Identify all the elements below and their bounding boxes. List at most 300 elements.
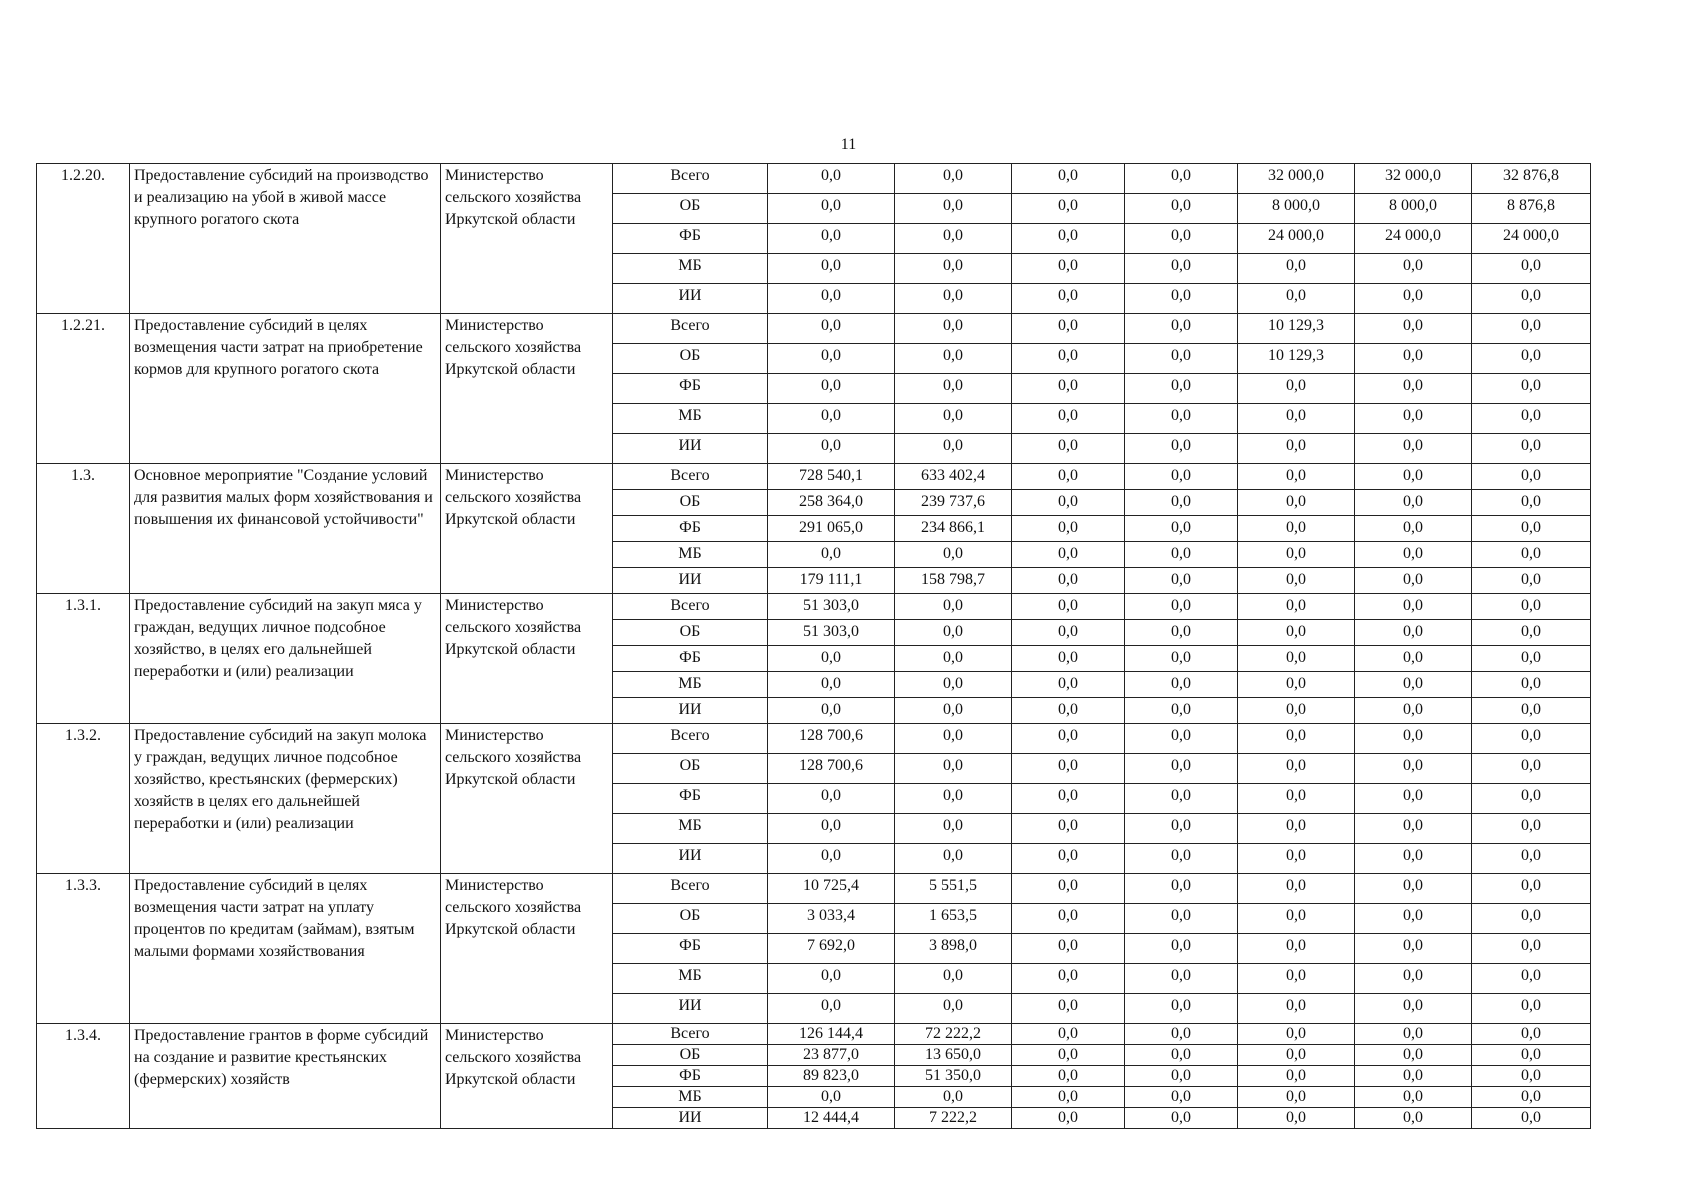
funding-source: ОБ [613,344,768,374]
program-funding-table [36,163,1591,1129]
funding-value: 0,0 [1355,874,1472,904]
funding-value: 0,0 [1472,964,1591,994]
funding-value: 0,0 [1238,594,1355,620]
funding-value: 0,0 [1472,490,1591,516]
funding-value: 0,0 [895,814,1012,844]
funding-value: 0,0 [1238,620,1355,646]
funding-value: 0,0 [1125,754,1238,784]
funding-value: 0,0 [895,434,1012,464]
funding-value: 0,0 [1355,434,1472,464]
item-number: 1.2.21. [37,314,130,464]
funding-value: 0,0 [1355,1087,1472,1108]
funding-value: 0,0 [1238,964,1355,994]
funding-value: 24 000,0 [1238,224,1355,254]
funding-value: 0,0 [1472,314,1591,344]
funding-value: 0,0 [1012,490,1125,516]
funding-value: 0,0 [1125,814,1238,844]
funding-value: 0,0 [1472,1045,1591,1066]
funding-value: 0,0 [1012,542,1125,568]
table-row [37,1024,1591,1045]
item-description: Предоставление субсидий на закуп молока у граждан, ведущих личное подсобное хозяйство, крестьянских (фермерских) хозяйств в целях его дальнейшей переработки и (или) реализации [130,724,441,874]
funding-source: ИИ [613,284,768,314]
funding-value: 0,0 [1355,620,1472,646]
funding-value: 0,0 [1355,284,1472,314]
funding-value: 0,0 [895,594,1012,620]
funding-value: 0,0 [1238,646,1355,672]
funding-value: 0,0 [1012,374,1125,404]
funding-source: ОБ [613,490,768,516]
funding-value: 0,0 [1472,568,1591,594]
funding-value: 0,0 [895,672,1012,698]
funding-value: 0,0 [1472,874,1591,904]
funding-value: 0,0 [1012,698,1125,724]
funding-value: 0,0 [1238,784,1355,814]
funding-value: 0,0 [1238,814,1355,844]
funding-value: 0,0 [1355,904,1472,934]
funding-value: 0,0 [1472,1087,1591,1108]
funding-value: 0,0 [1355,672,1472,698]
funding-source: ФБ [613,934,768,964]
funding-value: 0,0 [1238,994,1355,1024]
funding-value: 0,0 [1238,844,1355,874]
funding-value: 0,0 [1355,568,1472,594]
funding-value: 13 650,0 [895,1045,1012,1066]
item-description: Предоставление субсидий на производство и реализацию на убой в живой массе крупного рогатого скота [130,164,441,314]
funding-value: 0,0 [1238,1087,1355,1108]
funding-value: 0,0 [1125,516,1238,542]
funding-value: 0,0 [1355,844,1472,874]
funding-value: 23 877,0 [768,1045,895,1066]
funding-value: 0,0 [1355,374,1472,404]
funding-value: 0,0 [768,164,895,194]
funding-value: 0,0 [1238,568,1355,594]
funding-value: 0,0 [1355,542,1472,568]
funding-value: 0,0 [1012,164,1125,194]
funding-value: 0,0 [1012,814,1125,844]
funding-source: ИИ [613,698,768,724]
funding-source: ИИ [613,844,768,874]
funding-value: 0,0 [895,754,1012,784]
funding-value: 0,0 [1355,344,1472,374]
funding-value: 0,0 [1238,516,1355,542]
funding-source: ОБ [613,1045,768,1066]
funding-value: 0,0 [895,844,1012,874]
funding-value: 3 898,0 [895,934,1012,964]
funding-value: 0,0 [1238,698,1355,724]
funding-value: 0,0 [1238,464,1355,490]
funding-value: 8 000,0 [1355,194,1472,224]
funding-value: 0,0 [768,994,895,1024]
item-executor: Министерство сельского хозяйства Иркутской области [441,464,613,594]
item-number: 1.3.1. [37,594,130,724]
funding-source: МБ [613,404,768,434]
funding-value: 0,0 [1125,344,1238,374]
funding-value: 0,0 [895,646,1012,672]
funding-value: 0,0 [1238,490,1355,516]
funding-value: 0,0 [1472,374,1591,404]
funding-value: 0,0 [1125,594,1238,620]
funding-value: 0,0 [1238,542,1355,568]
funding-source: ИИ [613,994,768,1024]
funding-value: 0,0 [1125,224,1238,254]
funding-value: 0,0 [1472,1108,1591,1129]
table-row [37,164,1591,194]
funding-value: 0,0 [768,672,895,698]
funding-source: Всего [613,594,768,620]
funding-value: 0,0 [768,1087,895,1108]
funding-value: 10 129,3 [1238,344,1355,374]
funding-value: 0,0 [1472,754,1591,784]
funding-value: 158 798,7 [895,568,1012,594]
funding-source: МБ [613,814,768,844]
funding-value: 0,0 [895,224,1012,254]
funding-value: 0,0 [895,698,1012,724]
funding-value: 0,0 [1472,464,1591,490]
funding-value: 0,0 [768,814,895,844]
table-row [37,724,1591,754]
funding-value: 0,0 [1125,1045,1238,1066]
funding-value: 0,0 [768,844,895,874]
funding-value: 0,0 [768,698,895,724]
funding-value: 0,0 [768,784,895,814]
funding-value: 0,0 [1238,434,1355,464]
funding-value: 0,0 [895,784,1012,814]
funding-value: 126 144,4 [768,1024,895,1045]
funding-value: 0,0 [1012,344,1125,374]
funding-value: 3 033,4 [768,904,895,934]
funding-value: 5 551,5 [895,874,1012,904]
funding-value: 24 000,0 [1355,224,1472,254]
funding-value: 0,0 [1012,904,1125,934]
funding-value: 0,0 [1355,754,1472,784]
funding-value: 0,0 [1125,964,1238,994]
funding-source: МБ [613,1087,768,1108]
table-row [37,314,1591,344]
funding-value: 0,0 [1472,646,1591,672]
funding-value: 8 876,8 [1472,194,1591,224]
table-row [37,874,1591,904]
funding-value: 0,0 [1472,434,1591,464]
funding-value: 0,0 [1472,904,1591,934]
funding-value: 0,0 [895,542,1012,568]
funding-value: 0,0 [1125,1066,1238,1087]
funding-value: 0,0 [1238,284,1355,314]
funding-value: 51 303,0 [768,620,895,646]
item-executor: Министерство сельского хозяйства Иркутской области [441,1024,613,1129]
funding-value: 0,0 [895,344,1012,374]
funding-value: 0,0 [1125,1087,1238,1108]
page-number: 11 [840,136,857,153]
funding-value: 0,0 [1012,254,1125,284]
item-executor: Министерство сельского хозяйства Иркутской области [441,594,613,724]
funding-source: Всего [613,874,768,904]
funding-value: 128 700,6 [768,754,895,784]
funding-value: 0,0 [768,344,895,374]
funding-value: 0,0 [1012,1066,1125,1087]
funding-value: 0,0 [1355,594,1472,620]
funding-value: 0,0 [1355,964,1472,994]
funding-value: 0,0 [895,284,1012,314]
funding-source: ФБ [613,224,768,254]
funding-value: 0,0 [1012,724,1125,754]
funding-value: 0,0 [1472,516,1591,542]
funding-value: 0,0 [1472,672,1591,698]
funding-value: 0,0 [1125,1108,1238,1129]
funding-source: МБ [613,964,768,994]
funding-value: 0,0 [768,314,895,344]
funding-value: 0,0 [1238,672,1355,698]
funding-value: 0,0 [768,224,895,254]
funding-value: 0,0 [1472,724,1591,754]
funding-value: 0,0 [1125,698,1238,724]
funding-value: 0,0 [1012,934,1125,964]
funding-value: 633 402,4 [895,464,1012,490]
funding-value: 0,0 [1125,164,1238,194]
funding-value: 0,0 [1012,434,1125,464]
funding-source: ОБ [613,620,768,646]
funding-value: 0,0 [1125,194,1238,224]
funding-source: ФБ [613,374,768,404]
item-executor: Министерство сельского хозяйства Иркутской области [441,874,613,1024]
funding-value: 72 222,2 [895,1024,1012,1045]
funding-value: 0,0 [1012,594,1125,620]
funding-value: 0,0 [1472,620,1591,646]
funding-value: 12 444,4 [768,1108,895,1129]
funding-source: ИИ [613,568,768,594]
funding-value: 0,0 [1472,844,1591,874]
funding-value: 7 692,0 [768,934,895,964]
funding-value: 0,0 [1125,542,1238,568]
funding-value: 0,0 [1012,672,1125,698]
item-executor: Министерство сельского хозяйства Иркутской области [441,164,613,314]
funding-source: ОБ [613,754,768,784]
funding-value: 128 700,6 [768,724,895,754]
funding-value: 0,0 [1472,254,1591,284]
funding-value: 0,0 [768,964,895,994]
funding-value: 0,0 [1355,404,1472,434]
funding-value: 0,0 [1012,224,1125,254]
funding-value: 0,0 [1355,1108,1472,1129]
funding-value: 0,0 [1355,314,1472,344]
funding-value: 0,0 [1125,314,1238,344]
item-description: Предоставление субсидий в целях возмещения части затрат на уплату процентов по кредитам (займам), взятым малыми формами хозяйствования [130,874,441,1024]
funding-value: 0,0 [1012,404,1125,434]
funding-value: 0,0 [895,194,1012,224]
funding-value: 10 725,4 [768,874,895,904]
item-number: 1.3. [37,464,130,594]
funding-value: 0,0 [1472,934,1591,964]
funding-value: 258 364,0 [768,490,895,516]
funding-value: 0,0 [1355,490,1472,516]
funding-value: 0,0 [1125,844,1238,874]
funding-value: 0,0 [1012,994,1125,1024]
funding-value: 0,0 [1472,404,1591,434]
funding-value: 0,0 [1125,568,1238,594]
funding-value: 0,0 [1125,1024,1238,1045]
item-executor: Министерство сельского хозяйства Иркутской области [441,314,613,464]
item-number: 1.3.4. [37,1024,130,1129]
funding-value: 0,0 [1012,314,1125,344]
funding-value: 0,0 [1238,724,1355,754]
funding-value: 0,0 [1355,698,1472,724]
funding-value: 0,0 [1012,1087,1125,1108]
funding-source: ФБ [613,646,768,672]
funding-source: Всего [613,724,768,754]
funding-value: 0,0 [1238,904,1355,934]
funding-value: 10 129,3 [1238,314,1355,344]
funding-value: 0,0 [1012,1108,1125,1129]
funding-source: ИИ [613,434,768,464]
funding-value: 0,0 [1355,724,1472,754]
funding-value: 0,0 [1355,814,1472,844]
funding-value: 89 823,0 [768,1066,895,1087]
funding-value: 0,0 [1125,672,1238,698]
funding-value: 0,0 [895,404,1012,434]
funding-value: 0,0 [1125,254,1238,284]
funding-value: 0,0 [1355,516,1472,542]
item-number: 1.3.3. [37,874,130,1024]
funding-value: 0,0 [1238,874,1355,904]
funding-value: 24 000,0 [1472,224,1591,254]
funding-source: МБ [613,672,768,698]
funding-value: 0,0 [895,164,1012,194]
funding-value: 0,0 [1355,1066,1472,1087]
funding-value: 8 000,0 [1238,194,1355,224]
funding-value: 0,0 [1238,1108,1355,1129]
funding-value: 0,0 [1012,784,1125,814]
funding-value: 0,0 [895,254,1012,284]
funding-value: 0,0 [1355,464,1472,490]
funding-source: Всего [613,1024,768,1045]
funding-value: 0,0 [1012,874,1125,904]
item-number: 1.3.2. [37,724,130,874]
funding-value: 0,0 [895,620,1012,646]
funding-value: 0,0 [1125,434,1238,464]
funding-value: 0,0 [768,646,895,672]
funding-value: 0,0 [1125,284,1238,314]
funding-value: 0,0 [1238,254,1355,284]
funding-value: 0,0 [1238,374,1355,404]
funding-source: Всего [613,314,768,344]
funding-value: 0,0 [1125,994,1238,1024]
funding-source: ИИ [613,1108,768,1129]
funding-value: 32 876,8 [1472,164,1591,194]
table-row [37,464,1591,490]
funding-value: 0,0 [1012,284,1125,314]
funding-value: 0,0 [1012,568,1125,594]
funding-value: 0,0 [895,374,1012,404]
funding-source: МБ [613,542,768,568]
funding-value: 0,0 [768,542,895,568]
funding-value: 0,0 [768,404,895,434]
funding-value: 0,0 [1012,754,1125,784]
funding-value: 0,0 [1125,374,1238,404]
funding-value: 0,0 [1472,594,1591,620]
funding-value: 0,0 [1472,814,1591,844]
funding-value: 234 866,1 [895,516,1012,542]
funding-source: ФБ [613,1066,768,1087]
funding-value: 0,0 [1012,516,1125,542]
funding-value: 0,0 [1125,784,1238,814]
funding-value: 0,0 [1012,1024,1125,1045]
funding-value: 0,0 [1472,1024,1591,1045]
funding-value: 32 000,0 [1355,164,1472,194]
funding-value: 0,0 [1012,1045,1125,1066]
funding-value: 291 065,0 [768,516,895,542]
funding-value: 51 303,0 [768,594,895,620]
funding-source: ОБ [613,194,768,224]
funding-value: 0,0 [1355,784,1472,814]
funding-value: 239 737,6 [895,490,1012,516]
funding-value: 0,0 [1355,646,1472,672]
funding-source: ОБ [613,904,768,934]
funding-value: 0,0 [895,724,1012,754]
funding-value: 0,0 [768,374,895,404]
funding-value: 7 222,2 [895,1108,1012,1129]
funding-value: 0,0 [1238,404,1355,434]
item-description: Основное мероприятие "Создание условий для развития малых форм хозяйствования и повышения их финансовой устойчивости" [130,464,441,594]
funding-value: 0,0 [1472,1066,1591,1087]
funding-value: 0,0 [1012,620,1125,646]
funding-value: 0,0 [1472,784,1591,814]
funding-value: 0,0 [1125,404,1238,434]
funding-value: 0,0 [895,994,1012,1024]
funding-value: 179 111,1 [768,568,895,594]
funding-value: 0,0 [1125,646,1238,672]
funding-value: 0,0 [768,254,895,284]
funding-value: 0,0 [1355,1024,1472,1045]
funding-value: 0,0 [1355,1045,1472,1066]
funding-value: 0,0 [1238,1024,1355,1045]
funding-value: 0,0 [1125,874,1238,904]
funding-source: ФБ [613,784,768,814]
funding-value: 0,0 [1472,344,1591,374]
item-description: Предоставление субсидий в целях возмещения части затрат на приобретение кормов для крупного рогатого скота [130,314,441,464]
funding-value: 0,0 [1472,284,1591,314]
funding-value: 0,0 [1012,844,1125,874]
funding-source: МБ [613,254,768,284]
item-description: Предоставление субсидий на закуп мяса у граждан, ведущих личное подсобное хозяйство, в целях его дальнейшей переработки и (или) реализации [130,594,441,724]
funding-value: 0,0 [1125,490,1238,516]
funding-value: 0,0 [1472,994,1591,1024]
funding-value: 1 653,5 [895,904,1012,934]
table-row [37,594,1591,620]
funding-value: 0,0 [895,1087,1012,1108]
funding-value: 0,0 [1238,934,1355,964]
item-executor: Министерство сельского хозяйства Иркутской области [441,724,613,874]
funding-value: 0,0 [895,314,1012,344]
funding-source: Всего [613,464,768,490]
funding-value: 0,0 [1355,254,1472,284]
funding-value: 0,0 [1355,934,1472,964]
funding-source: Всего [613,164,768,194]
funding-value: 0,0 [1125,904,1238,934]
funding-value: 0,0 [895,964,1012,994]
funding-value: 0,0 [1238,1066,1355,1087]
funding-value: 0,0 [1125,620,1238,646]
funding-value: 0,0 [1012,194,1125,224]
funding-value: 0,0 [1238,754,1355,784]
funding-value: 32 000,0 [1238,164,1355,194]
item-description: Предоставление грантов в форме субсидий на создание и развитие крестьянских (фермерских) хозяйств [130,1024,441,1129]
funding-value: 0,0 [1012,646,1125,672]
funding-value: 728 540,1 [768,464,895,490]
funding-value: 0,0 [1238,1045,1355,1066]
funding-value: 0,0 [1012,464,1125,490]
funding-value: 0,0 [1125,724,1238,754]
funding-value: 51 350,0 [895,1066,1012,1087]
funding-value: 0,0 [1125,934,1238,964]
